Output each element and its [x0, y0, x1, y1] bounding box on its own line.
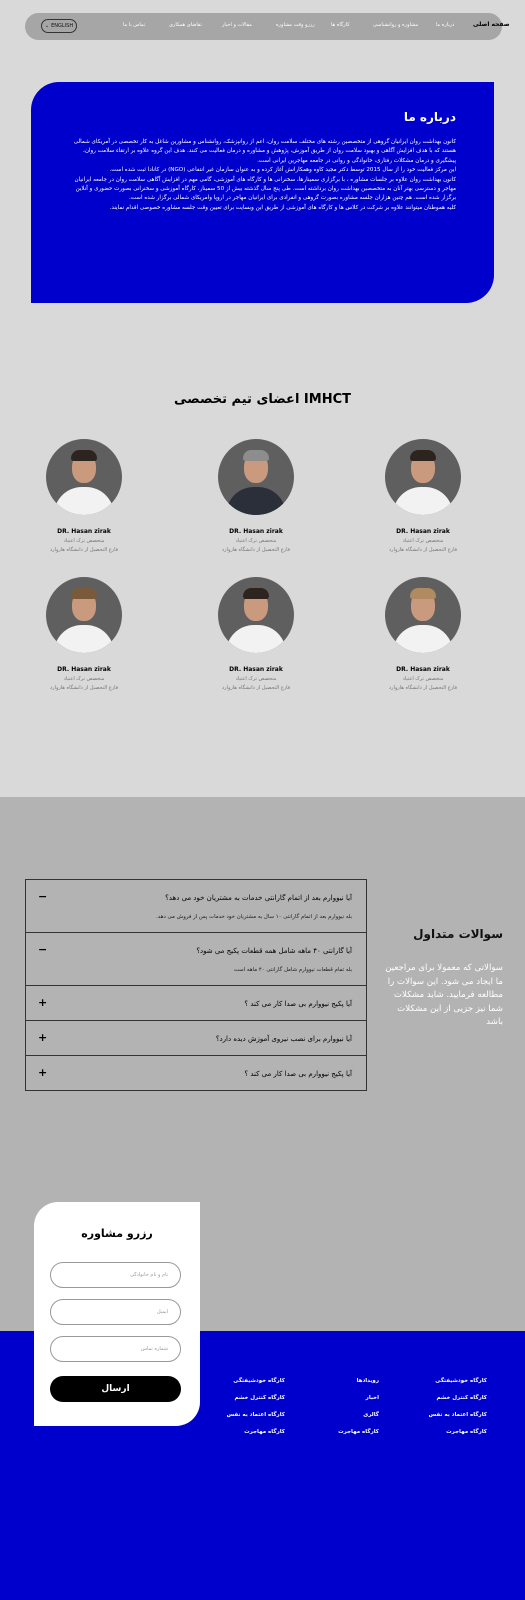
footer-link[interactable]: کارگاه اعتماد به نفس: [226, 1412, 285, 1418]
member-education: فارغ التحصیل از دانشگاه هاروارد: [221, 685, 291, 691]
nav-item-workshops[interactable]: کارگاه ها: [331, 22, 350, 28]
member-photo: [385, 439, 461, 515]
member-photo: [385, 577, 461, 653]
team-member-card[interactable]: [368, 439, 478, 553]
faq-item[interactable]: [26, 880, 366, 933]
nav-item-cooperation[interactable]: تقاضای همکاری: [169, 22, 202, 28]
member-name: DR. Hasan zirak: [57, 528, 111, 535]
member-photo: [218, 439, 294, 515]
chevron-down-icon: ⌄: [44, 23, 50, 29]
faq-answer: بله تمام قطعات نیووارم شامل گارانتی ۴۰ ماهه است: [233, 967, 352, 973]
faq-description: سوالاتی که معمولا برای مراجعین ما ایجاد می شود. این سوالات را مطالعه فرمایید. شاید مشکلات شما نیز جزیی از این مشکلات باشد: [385, 963, 503, 1027]
faq-question[interactable]: آیا نیووارم بعد از اتمام گارانتی خدمات به مشتریان خود می دهد؟: [165, 894, 352, 902]
name-input[interactable]: [50, 1262, 181, 1288]
footer-column: [289, 1378, 379, 1446]
form-title: رزرو مشاوره: [81, 1227, 153, 1240]
faq-item[interactable]: [26, 986, 366, 1021]
footer-column: [195, 1378, 285, 1446]
booking-form: [34, 1202, 200, 1426]
team-member-card[interactable]: [29, 577, 139, 691]
nav-item-booking[interactable]: رزرو وقت مشاوره: [276, 22, 315, 28]
plus-icon[interactable]: +: [38, 996, 48, 1009]
team-member-card[interactable]: [29, 439, 139, 553]
footer-link[interactable]: کارگاه مهاجرت: [244, 1429, 285, 1435]
phone-input[interactable]: [50, 1336, 181, 1362]
faq-question[interactable]: آیا پکیج نیووارم بی صدا کار می کند ؟: [244, 1000, 352, 1008]
email-input[interactable]: [50, 1299, 181, 1325]
faq-question[interactable]: آیا گارانتی ۴۰ ماهه شامل همه قطعات پکیج می شود؟: [196, 947, 352, 955]
nav-item-articles[interactable]: مقالات و اخبار: [222, 22, 252, 28]
member-role: متخصص ترک اعتیاد: [235, 538, 277, 544]
footer-link[interactable]: کارگاه مهاجرت: [338, 1429, 379, 1435]
top-navbar: [25, 13, 510, 40]
footer-column: [397, 1378, 487, 1446]
nav-item-about[interactable]: درباره ما: [436, 22, 455, 28]
footer-link[interactable]: کارگاه خودشیفتگی: [435, 1378, 487, 1384]
about-paragraph: این مرکز فعالیت خود را از سال 2015 توسط دکتر مجید کاوه وهمکارانش آغاز کرده و به عنوان سازمان غیر انتفاعی (NGO) در کانادا ثبت شده است.: [109, 167, 456, 174]
member-photo: [46, 577, 122, 653]
faq-question[interactable]: آیا نیووارم برای نصب نیروی آموزش دیده دارد؟: [215, 1035, 352, 1043]
footer-link[interactable]: کارگاه کنترل خشم: [234, 1395, 285, 1401]
member-name: DR. Hasan zirak: [229, 528, 283, 535]
footer-link[interactable]: کارگاه مهاجرت: [446, 1429, 487, 1435]
nav-item-counseling[interactable]: مشاوره و روانشناسی: [373, 22, 419, 28]
minus-icon[interactable]: −: [38, 943, 48, 956]
member-education: فارغ التحصیل از دانشگاه هاروارد: [221, 547, 291, 553]
member-photo: [218, 577, 294, 653]
faq-title: سوالات متداول: [413, 927, 503, 941]
plus-icon[interactable]: +: [38, 1066, 48, 1079]
member-name: DR. Hasan zirak: [57, 666, 111, 673]
submit-button[interactable]: ارسال: [50, 1376, 181, 1402]
nav-item-contact[interactable]: تماس با ما: [123, 22, 146, 28]
language-switch-button[interactable]: [41, 19, 77, 33]
footer-link[interactable]: کارگاه خودشیفتگی: [233, 1378, 285, 1384]
member-role: متخصص ترک اعتیاد: [235, 676, 277, 682]
member-education: فارغ التحصیل از دانشگاه هاروارد: [49, 547, 119, 553]
member-name: DR. Hasan zirak: [229, 666, 283, 673]
faq-item[interactable]: [26, 1021, 366, 1056]
faq-item[interactable]: [26, 1056, 366, 1090]
member-education: فارغ التحصیل از دانشگاه هاروارد: [49, 685, 119, 691]
team-member-card[interactable]: [368, 577, 478, 691]
member-education: فارغ التحصیل از دانشگاه هاروارد: [388, 547, 458, 553]
faq-question[interactable]: آیا پکیج نیووارم بی صدا کار می کند ؟: [244, 1070, 352, 1078]
footer-link[interactable]: کارگاه اعتماد به نفس: [428, 1412, 487, 1418]
footer-link[interactable]: اخبار: [365, 1395, 379, 1401]
about-section: [31, 82, 494, 303]
member-role: متخصص ترک اعتیاد: [402, 538, 444, 544]
footer-link[interactable]: کارگاه کنترل خشم: [436, 1395, 487, 1401]
about-paragraph: کلیه هموطنان میتوانند علاوه بر شرکت در کلاس ها و کارگاه های آموزشی از طریق این وبسایت برای تعیین وقت جلسه مشاوره خصوصی اقدام نمایند.: [109, 204, 456, 211]
member-role: متخصص ترک اعتیاد: [63, 538, 105, 544]
about-text: [68, 138, 456, 213]
footer-link[interactable]: گالری: [363, 1412, 379, 1418]
member-education: فارغ التحصیل از دانشگاه هاروارد: [388, 685, 458, 691]
footer-link[interactable]: رویدادها: [356, 1378, 379, 1384]
faq-answer: بله نیووارم بعد از اتمام گارانتی ۱۰ سال به مشتریان خود خدمات پس از فروش می دهد.: [156, 914, 352, 920]
plus-icon[interactable]: +: [38, 1031, 48, 1044]
about-paragraph: کانون بهداشت روان ایرانیان گروهی از متخصصین رشته های مختلف سلامت روان، اعم از روانپزشک، روانشناس و مشاورین شاغل به کار تخصصی در آمریکای شمالی هستند که با هدف افزایش آگاهی و بهبود سلامت روان از طریق آموزش، پژوهش و مشاوره و درمان فعالیت می کنند. هدف این گروه علاوه بر ارتقاء سلامت روان، پیشگیری و درمان مشکلات رفتاری، خانوادگی و روانی در جامعه مهاجرین ایرانی است.: [73, 139, 456, 164]
member-name: DR. Hasan zirak: [396, 666, 450, 673]
member-role: متخصص ترک اعتیاد: [63, 676, 105, 682]
faq-accordion: [25, 879, 367, 1091]
minus-icon[interactable]: −: [38, 890, 48, 903]
about-paragraph: کانون بهداشت روان علاوه بر جلسات مشاوره ، با برگزاری سمینارها، سخنرانی ها و کارگاه های آموزشی، گامی مهم در افزایش آگاهی سلامت روان در جامعه ایرانیان مهاجر و دسترسی بهتر آنان به متخصصین بهداشت روان برداشته است. طی پنج سال گذشته بیش از 50 سمینار، کارگاه آموزشی و سخنرانی بصورت حضوری و آنلاین برگزار شده است. هم چنین هزاران جلسه مشاوره بصورت گروهی و انفرادی برای ایرانیان مهاجر در اروپا وامریکای شمالی برگزار شده است.: [74, 176, 456, 202]
member-photo: [46, 439, 122, 515]
about-title: درباره ما: [403, 110, 456, 124]
nav-item-home[interactable]: صفحه اصلی: [473, 21, 510, 28]
faq-item[interactable]: [26, 933, 366, 986]
language-label: ENGLISH: [51, 23, 74, 29]
member-role: متخصص ترک اعتیاد: [402, 676, 444, 682]
member-name: DR. Hasan zirak: [396, 528, 450, 535]
team-member-card[interactable]: [201, 577, 311, 691]
team-title: اعضای تیم تخصصی IMHCT: [174, 392, 351, 407]
team-member-card[interactable]: [201, 439, 311, 553]
